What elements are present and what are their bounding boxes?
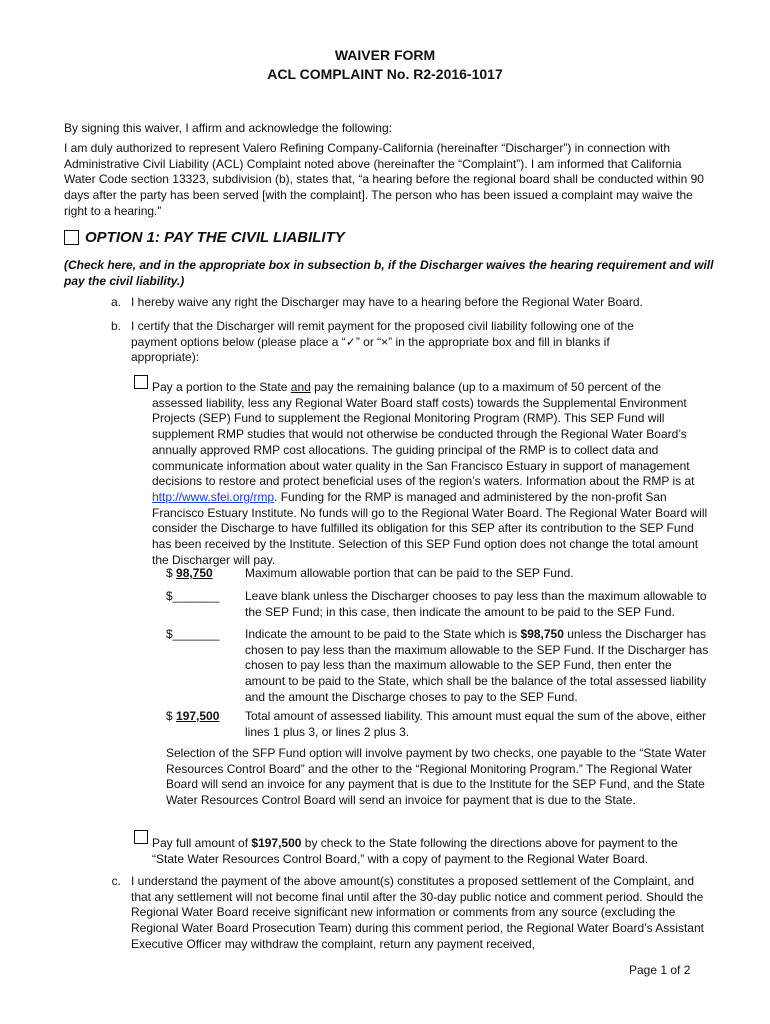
amount-2[interactable] [166,589,219,605]
rmp-link[interactable]: http://www.sfei.org/rmp [152,489,275,504]
amount-3-desc-bold: $98,750 [520,627,564,641]
intro-body: I am duly authorized to represent Valero Refining Company-California (hereinafter “Discharger”) in connection with Administrative Civil Liability (ACL) Complaint noted above (hereinafter the “Complaint”). I am informed that California Water Code section 13323, subdivision (b), states that, “a hearing before the regional board shall be conducted within 90 days after the party has been served [with the complaint]. The person who has been issued a complaint may waive the right to a hearing.” [64,141,704,218]
full-payment-text [152,836,710,867]
sep-option-checkbox[interactable] [134,375,148,389]
sep-text-before: Pay a portion to the State [152,380,291,394]
amount-3-description [245,627,710,706]
amount-2-desc-text: Leave blank unless the Discharger chooses to pay less than the maximum allowable to the SEP Fund; in this case, then indicate the amount to be paid to the SEP Fund. [245,589,707,619]
sfp-note: Selection of the SFP Fund option will involve payment by two checks, one payable to the “State Water Resources Control Board” and the other to the “Regional Monitoring Program.” The Regional Water Board will send an invoice for any payment that is due to the Institute for the SEP Fund, and the State Water Resources Control Board will send an invoice for payment that is due to the State. [166,746,707,808]
full-text-after: by check to the State following the directions above for payment to the “State Water Resources Control Board,” with a copy of payment to the Regional Water Board. [152,836,678,866]
full-payment-checkbox[interactable] [134,830,148,844]
full-text-before: Pay full amount of [152,836,252,850]
page-number: Page 1 of 2 [629,963,691,977]
item-b-marker: b. [110,319,121,333]
amount-2-description [245,589,710,620]
amount-1-prefix: $ [166,566,177,580]
amount-4[interactable] [166,709,219,725]
item-c-marker: c. [111,874,121,888]
amount-3-desc-after: unless the Discharger has chosen to pay less than the maximum allowable to the SEP Fund. If the Discharger has chosen to pay less than the maximum allowable to the SEP Fund, then enter the amount to be paid to the State, which shall be the balance of the total assessed liability and the amount the Discharge choses to pay to the SEP Fund. [245,627,709,704]
sep-and-word: and [290,380,311,394]
amount-3-desc-before: Indicate the amount to be paid to the State which is [245,627,521,641]
form-title: WAIVER FORM [334,47,436,63]
option1-checkbox[interactable] [64,230,79,245]
option1-heading-text: OPTION 1: PAY THE CIVIL LIABILITY [85,229,345,246]
amount-1-description [245,566,710,582]
option1-heading [64,228,345,248]
amount-1[interactable] [166,566,213,582]
amount-4-prefix: $ [166,709,177,723]
amount-1-desc-text: Maximum allowable portion that can be paid to the SEP Fund. [245,566,574,580]
amount-2-prefix: $_______ [166,589,220,603]
full-amount: $197,500 [251,836,302,850]
amount-3-prefix: $_______ [166,627,220,641]
amount-1-value: 98,750 [176,566,213,580]
item-c-text: I understand the payment of the above amount(s) constitutes a proposed settlement of the Complaint, and that any settlement will not become final until after the 30-day public notice and comment period. Should the Regional Water Board receive significant new information or comments from any source (excluding the Regional Water Board Prosecution Team) during this comment period, the Regional Water Board’s Assistant Executive Officer may withdraw the complaint, return any payment received, [131,874,704,951]
amount-4-desc-text: Total amount of assessed liability. This amount must equal the sum of the above, either lines 1 plus 3, or lines 2 plus 3. [245,709,707,739]
item-b-text: I certify that the Discharger will remit payment for the proposed civil liability following one of the payment options below (please place a “✓” or “×” in the appropriate box and fill in blanks if appropriate): [131,319,634,365]
item-a-marker: a. [110,295,121,309]
amount-4-value: 197,500 [176,709,220,723]
option1-instruction: (Check here, and in the appropriate box in subsection b, if the Discharger waives the hearing requirement and will pay the civil liability.) [64,258,714,288]
intro-lead: By signing this waiver, I affirm and acknowledge the following: [64,121,392,135]
amount-4-description [245,709,710,740]
complaint-number: ACL COMPLAINT No. R2-2016-1017 [267,66,503,82]
sep-text-mid: pay the remaining balance (up to a maximum of 50 percent of the assessed liability, less any Regional Water Board staff costs) towards the Supplemental Environment Projects (SEP) Fund to supplement the Regional Monitoring Program (RMP). This SEP Fund will supplement RMP studies that would not otherwise be conducted through the Regional Water Board’s annually approved RMP cost allocations. The guiding principal of the RMP is to collect data and communicate information about water quality in the San Francisco Estuary in support of management decisions to restore and protect beneficial uses of the region’s waters. Information about the RMP is at [152,380,695,489]
amount-3[interactable] [166,627,219,643]
sep-option-text [152,380,710,568]
item-a-text: I hereby waive any right the Discharger may have to a hearing before the Regional Water Board. [131,295,643,309]
sep-text-after: . Funding for the RMP is managed and administered by the non-profit San Francisco Estuary Institute. No funds will go to the Regional Water Board. The Regional Water Board will consider the Discharge to have fulfilled its obligation for this SEP after its contribution to the SEP Fund has been received by the Institute. Selection of this SEP Fund option does not change the total amount the Discharger will pay. [152,489,708,567]
